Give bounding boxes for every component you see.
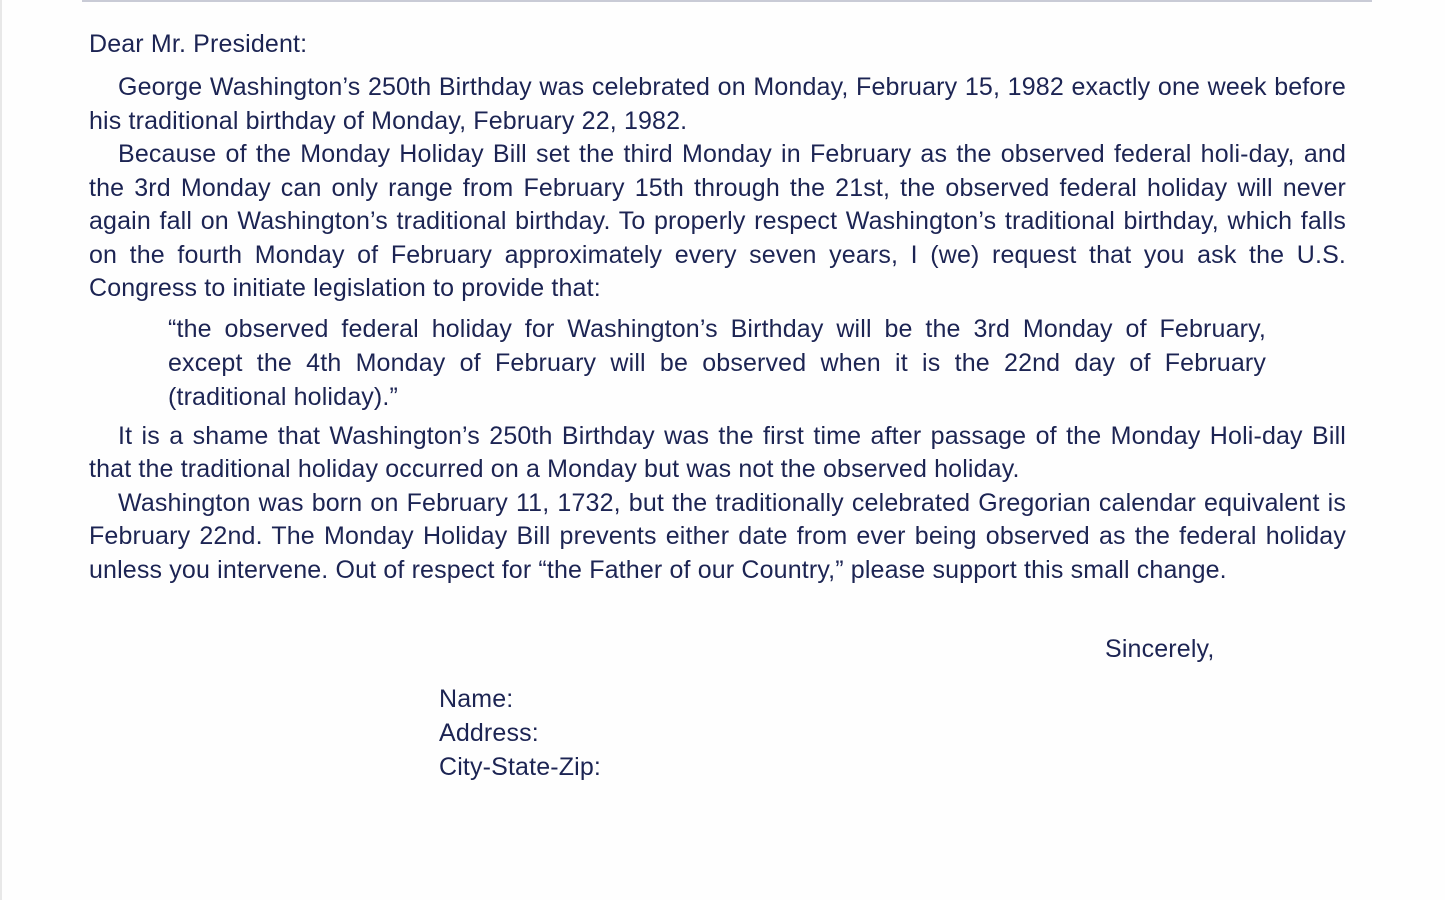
top-edge-rule [82, 0, 1372, 2]
letter-body [89, 71, 1346, 587]
paragraph-anniversary: George Washington’s 250th Birthday was celebrated on Monday, February 15, 1982 exactly one week before his traditional birthday of Monday, February 22, 1982. [89, 73, 1346, 135]
signature-fields [439, 682, 601, 784]
paragraph-request: Because of the Monday Holiday Bill set the third Monday in February as the observed federal holi-day, and the 3rd Monday can only range from February 15th through the 21st, the observed federal holiday will never again fall on Washington’s traditional birthday. To properly respect Washington’s traditional birthday, which falls on the fourth Monday of February approximately every seven years, I (we) request that you ask the U.S. Congress to initiate legislation to provide that: [89, 140, 1346, 302]
proposed-legislation-quote: “the observed federal holiday for Washington’s Birthday will be the 3rd Monday of February, except the 4th Monday of February will be observed when it is the 22nd day of February (traditional holiday).” [168, 314, 1266, 411]
paragraph-shame: It is a shame that Washington’s 250th Birthday was the first time after passage of the Monday Holi-day Bill that the traditional holiday occurred on a Monday but was not the observed holiday. [89, 421, 1346, 483]
salutation: Dear Mr. President: [89, 30, 308, 58]
closing: Sincerely, [1105, 635, 1215, 663]
paragraph-birthdate: Washington was born on February 11, 1732, but the traditionally celebrated Gregorian calendar equivalent is February 22nd. The Monday Holiday Bill prevents either date from ever being observed as the federal holiday unless you intervene. Out of respect for “the Father of our Country,” please support this small change. [89, 488, 1346, 584]
address-field-label: Address: [439, 719, 539, 747]
name-field-label: Name: [439, 685, 514, 713]
city-state-zip-field-label: City-State-Zip: [439, 753, 602, 781]
